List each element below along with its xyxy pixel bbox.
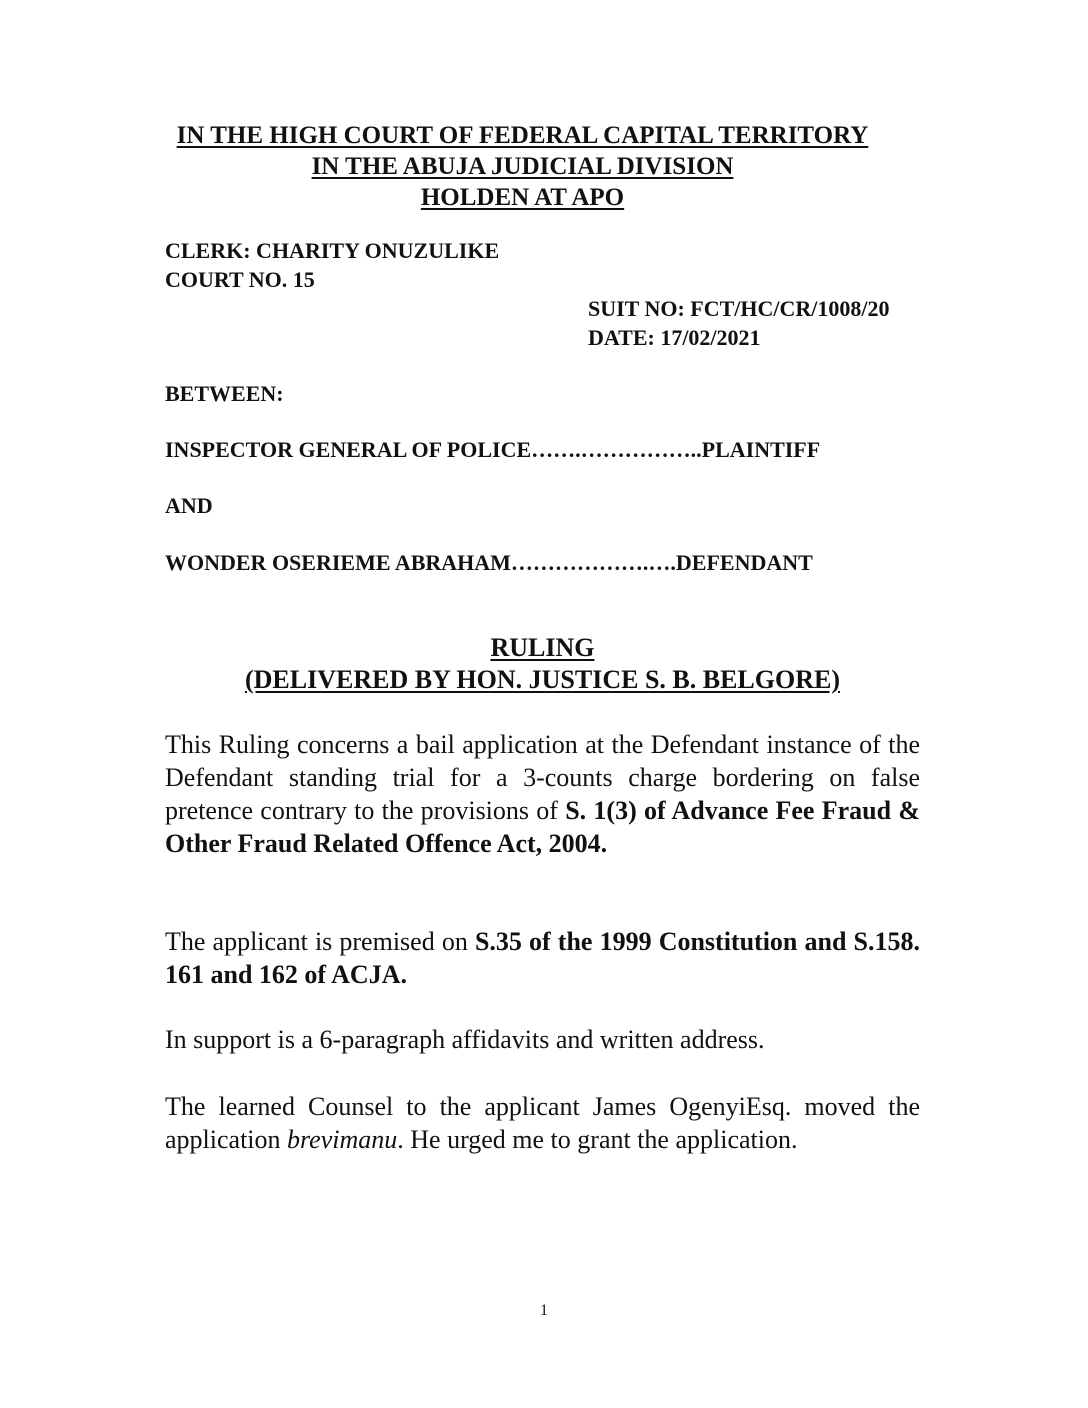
ruling-date: DATE: 17/02/2021 xyxy=(588,325,761,350)
court-number: COURT NO. 15 xyxy=(165,267,315,292)
paragraph-2-statute: S.35 of the 1999 Constitution and S.158. 161 and 162 of ACJA. xyxy=(165,927,921,989)
between-label: BETWEEN: xyxy=(165,381,284,406)
paragraph-2-text: The applicant is premised on xyxy=(165,927,475,956)
paragraph-3 xyxy=(165,1023,920,1056)
plaintiff-line: INSPECTOR GENERAL OF POLICE…….……………..PLAINTIFF xyxy=(165,437,821,462)
clerk-block xyxy=(165,236,499,294)
court-heading xyxy=(165,120,880,213)
clerk-name: CLERK: CHARITY ONUZULIKE xyxy=(165,238,500,263)
ruling-subtitle: (DELIVERED BY HON. JUSTICE S. B. BELGORE) xyxy=(245,665,840,694)
and-label: AND xyxy=(165,493,213,518)
paragraph-4-text-a: The learned Counsel to the applicant James OgenyiEsq. moved the application xyxy=(165,1092,920,1154)
suit-number: SUIT NO: FCT/HC/CR/1008/20 xyxy=(588,296,890,321)
paragraph-1-statute: S. 1(3) of Advance Fee Fraud & Other Fraud Related Offence Act, 2004. xyxy=(165,796,920,858)
court-heading-line-2: IN THE ABUJA JUDICIAL DIVISION xyxy=(311,153,734,180)
suit-block xyxy=(588,294,890,352)
paragraph-4-text-b: . He urged me to grant the application. xyxy=(397,1125,798,1154)
court-heading-line-3: HOLDEN AT APO xyxy=(420,184,625,211)
court-heading-line-1: IN THE HIGH COURT OF FEDERAL CAPITAL TERRITORY xyxy=(176,122,869,149)
paragraph-1 xyxy=(165,728,920,860)
defendant-line: WONDER OSERIEME ABRAHAM……………….….DEFENDANT xyxy=(165,550,813,575)
ruling-heading xyxy=(165,632,920,696)
paragraph-3-text: In support is a 6-paragraph affidavits and written address. xyxy=(165,1025,765,1054)
ruling-title: RULING xyxy=(490,633,595,662)
paragraph-4-latin-term: brevimanu xyxy=(287,1125,398,1154)
paragraph-2 xyxy=(165,925,920,991)
page-number: 1 xyxy=(540,1302,548,1319)
paragraph-1-text: This Ruling concerns a bail application at the Defendant instance of the Defendant standing trial for a 3-counts charge bordering on false pretence contrary to the provisions of xyxy=(165,730,920,825)
paragraph-4 xyxy=(165,1090,920,1156)
